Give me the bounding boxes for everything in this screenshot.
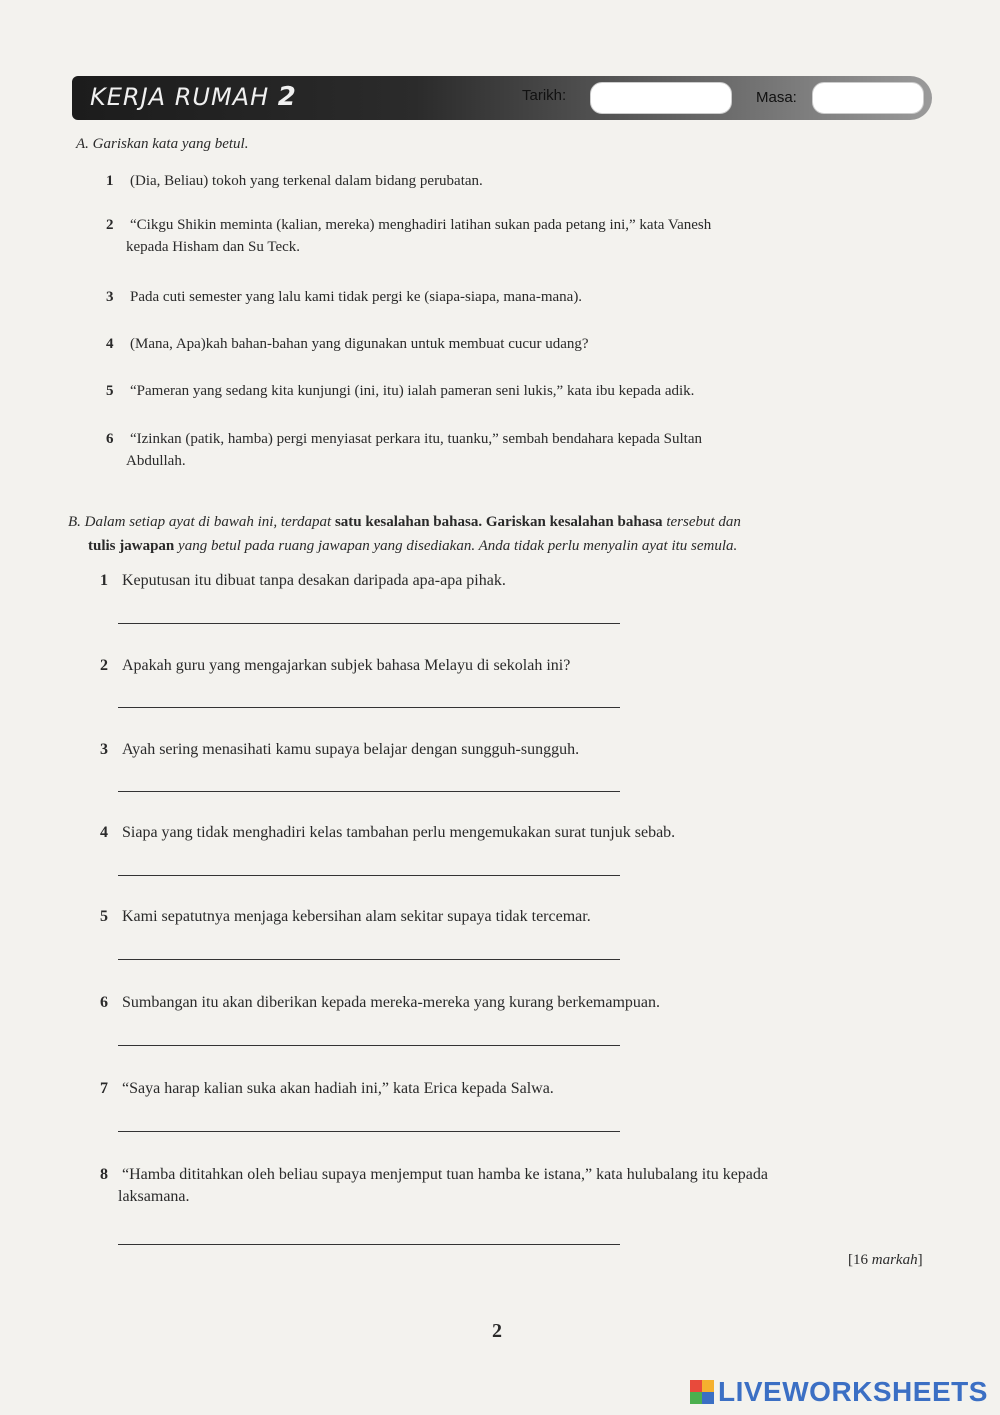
liveworksheets-brand bbox=[690, 1376, 988, 1408]
liveworksheets-logo-icon bbox=[690, 1380, 714, 1404]
section-a-question-5: 5 “Pameran yang sedang kita kunjungi (ini, itu) ialah pameran seni lukis,” kata ibu kepada adik. bbox=[106, 383, 695, 399]
time-label: Masa: bbox=[756, 89, 797, 106]
answer-line-8[interactable] bbox=[118, 1244, 620, 1245]
section-a-question-6: 6 “Izinkan (patik, hamba) pergi menyiasat perkara itu, tuanku,” sembah bendahara kepada Sultan Abdullah. bbox=[106, 431, 702, 469]
worksheet-title: KERJA RUMAH 2 bbox=[90, 82, 297, 112]
section-a-instruction: A. Gariskan kata yang betul. bbox=[76, 136, 249, 152]
section-b-question-7: 7 “Saya harap kalian suka akan hadiah ini,” kata Erica kepada Salwa. bbox=[100, 1080, 554, 1097]
section-b-instruction: B. Dalam setiap ayat di bawah ini, terdapat satu kesalahan bahasa. Gariskan kesalahan bahasa tersebut dan tulis jawapan yang betul pada ruang jawapan yang disediakan. Anda tidak perlu menyalin ayat itu semula. bbox=[68, 514, 741, 554]
section-b-question-2: 2 Apakah guru yang mengajarkan subjek bahasa Melayu di sekolah ini? bbox=[100, 657, 571, 674]
answer-line-4[interactable] bbox=[118, 875, 620, 876]
answer-line-1[interactable] bbox=[118, 623, 620, 624]
total-marks: [16 markah] bbox=[848, 1252, 923, 1268]
answer-line-6[interactable] bbox=[118, 1045, 620, 1046]
section-b-question-8: 8 “Hamba dititahkan oleh beliau supaya menjemput tuan hamba ke istana,” kata hulubalang itu kepada laksamana. bbox=[100, 1166, 768, 1205]
section-b-question-3: 3 Ayah sering menasihati kamu supaya belajar dengan sungguh-sungguh. bbox=[100, 741, 580, 758]
section-b-question-5: 5 Kami sepatutnya menjaga kebersihan alam sekitar supaya tidak tercemar. bbox=[100, 908, 591, 925]
answer-line-2[interactable] bbox=[118, 707, 620, 708]
brand-name: LIVEWORKSHEETS bbox=[718, 1376, 988, 1407]
answer-line-5[interactable] bbox=[118, 959, 620, 960]
section-a-question-1: 1 (Dia, Beliau) tokoh yang terkenal dalam bidang perubatan. bbox=[106, 173, 483, 189]
date-field[interactable] bbox=[590, 82, 732, 114]
answer-line-7[interactable] bbox=[118, 1131, 620, 1132]
section-a-question-2: 2 “Cikgu Shikin meminta (kalian, mereka) menghadiri latihan sukan pada petang ini,” kata Vanesh kepada Hisham dan Su Teck. bbox=[106, 217, 712, 255]
worksheet-number: 2 bbox=[277, 82, 297, 112]
section-b-question-1: 1 Keputusan itu dibuat tanpa desakan daripada apa-apa pihak. bbox=[100, 572, 506, 589]
section-a-question-3: 3 Pada cuti semester yang lalu kami tidak pergi ke (siapa-siapa, mana-mana). bbox=[106, 289, 583, 305]
time-field[interactable] bbox=[812, 82, 924, 114]
section-b-question-6: 6 Sumbangan itu akan diberikan kepada mereka-mereka yang kurang berkemampuan. bbox=[100, 994, 661, 1011]
page-number: 2 bbox=[492, 1320, 502, 1342]
section-b-question-4: 4 Siapa yang tidak menghadiri kelas tambahan perlu mengemukakan surat tunjuk sebab. bbox=[100, 824, 676, 841]
section-a-question-4: 4 (Mana, Apa)kah bahan-bahan yang digunakan untuk membuat cucur udang? bbox=[106, 336, 589, 352]
date-label: Tarikh: bbox=[522, 87, 567, 104]
answer-line-3[interactable] bbox=[118, 791, 620, 792]
